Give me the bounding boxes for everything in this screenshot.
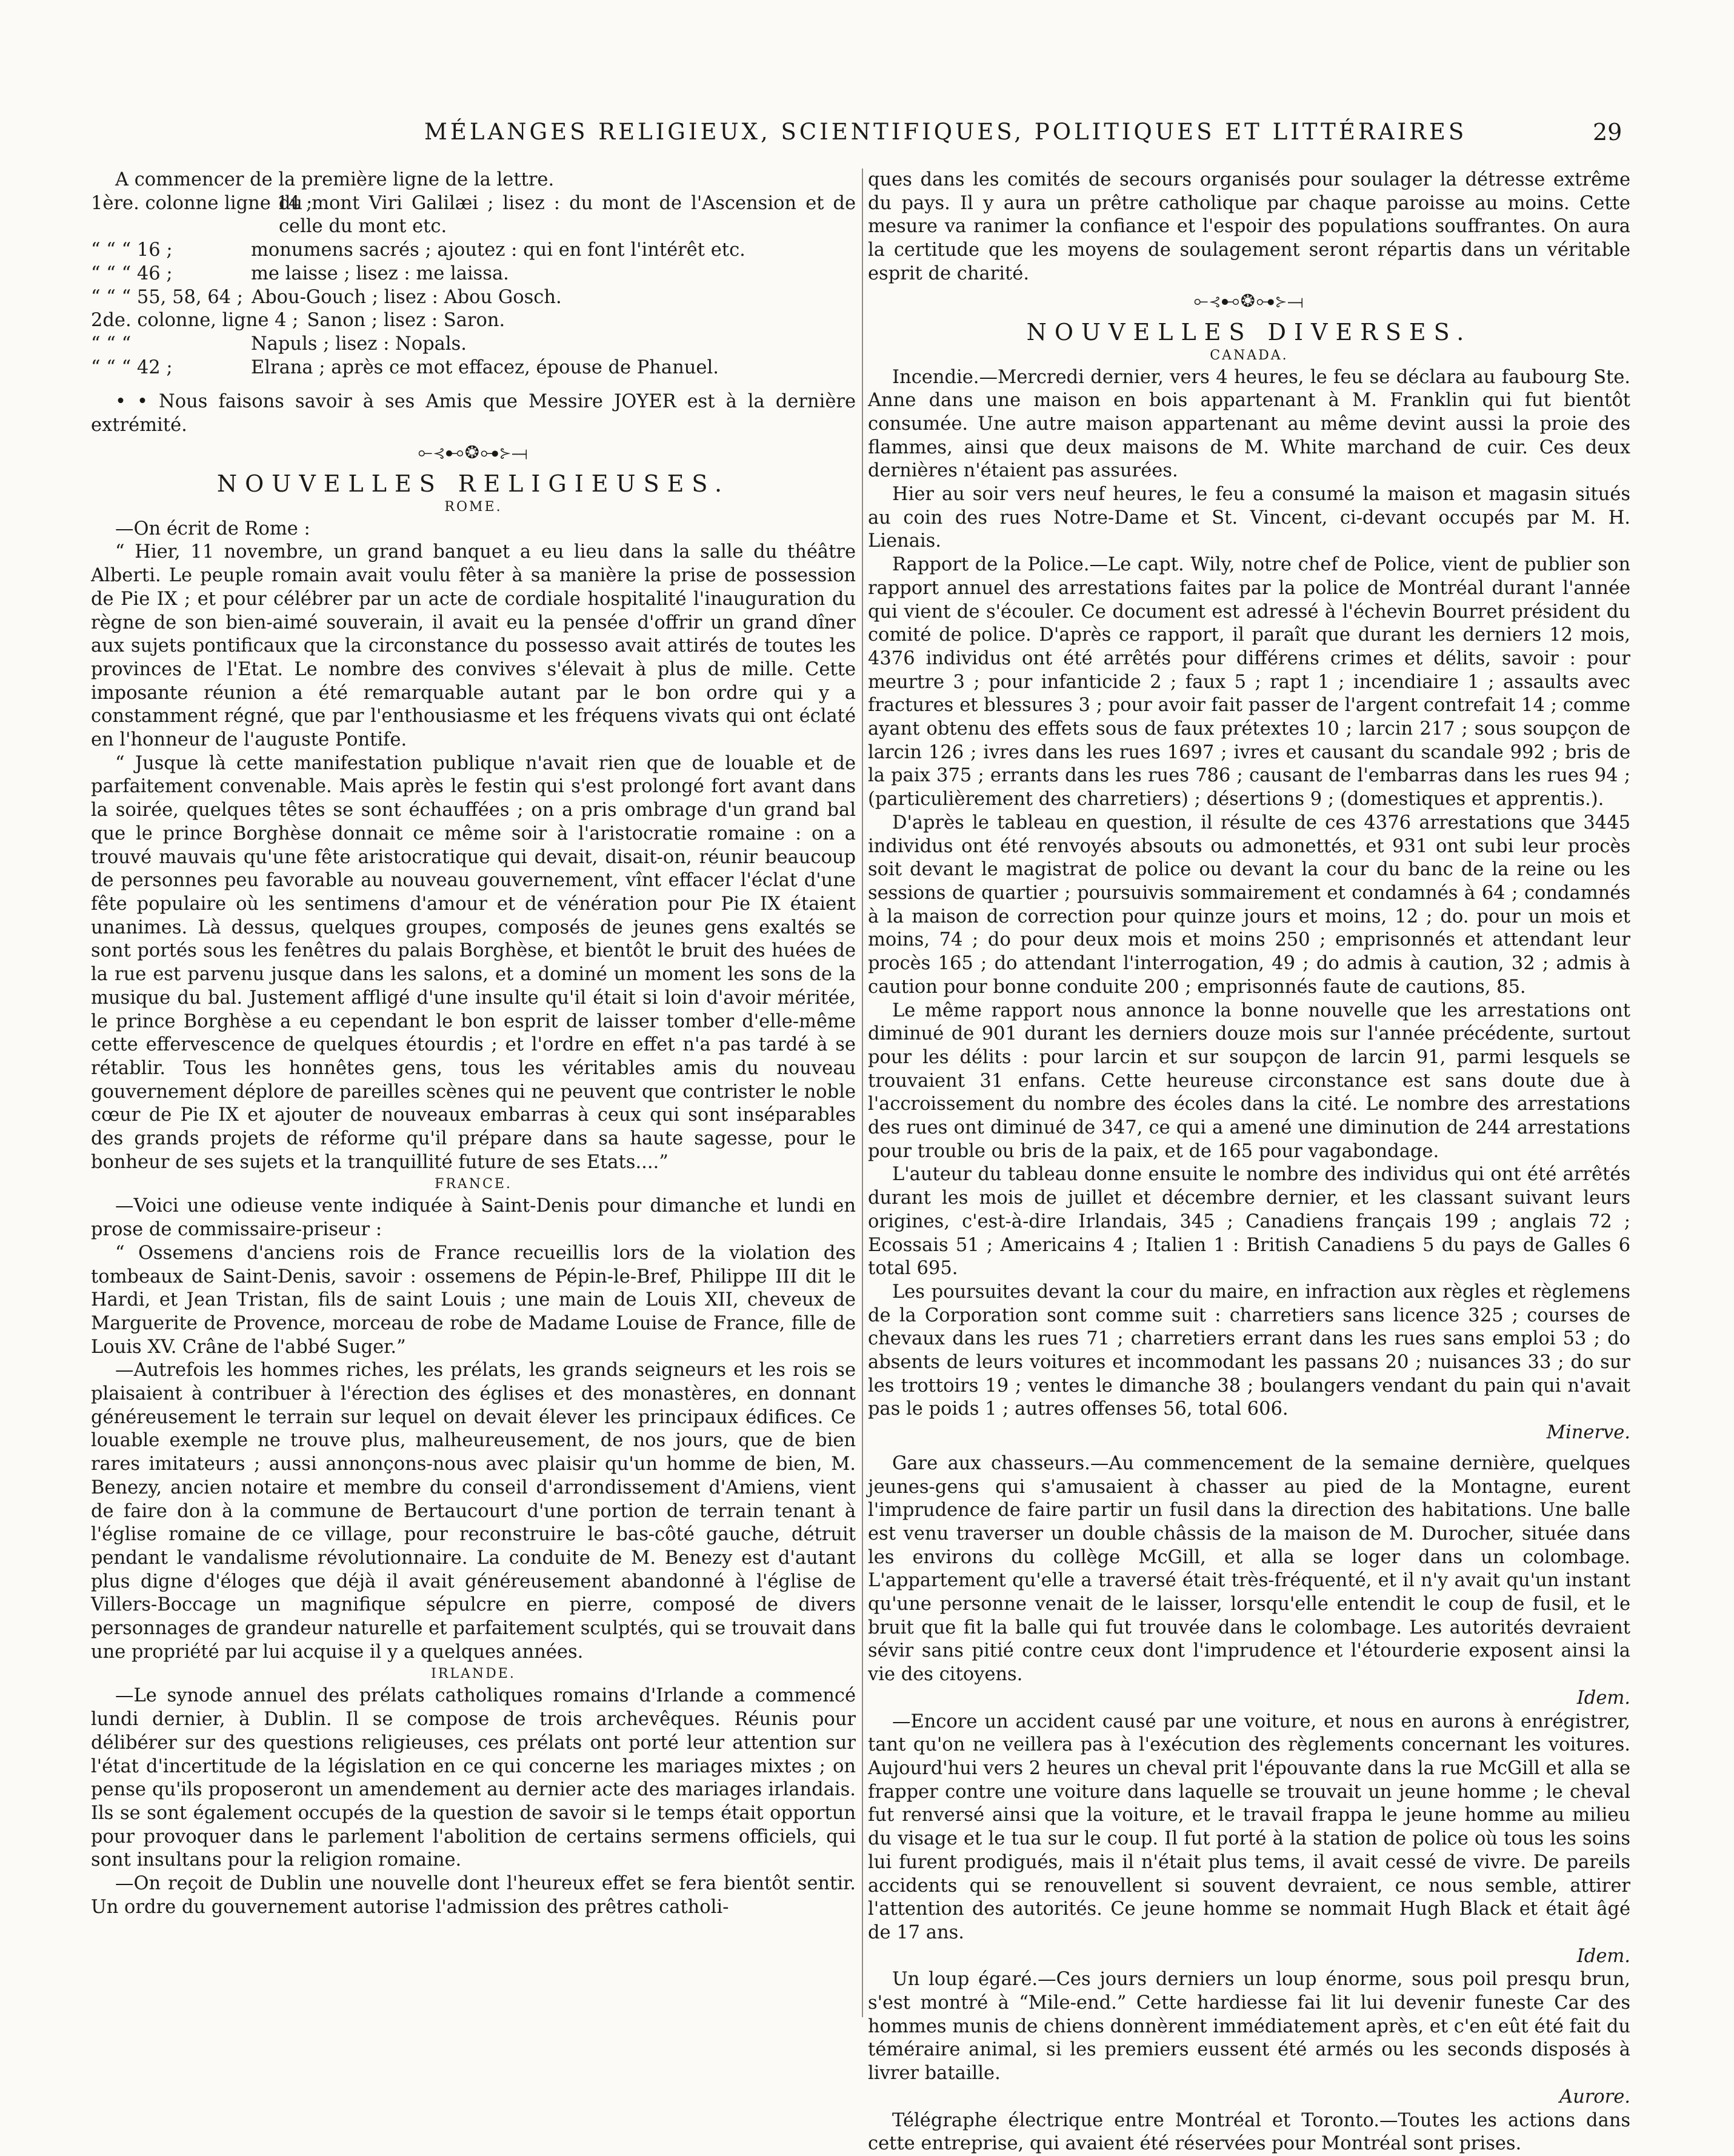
running-title: MÉLANGES RELIGIEUX, SCIENTIFIQUES, POLITIQUES ET LITTÉRAIRES [424,119,1467,145]
article-paragraph: Gare aux chasseurs.—Au commencement de la semaine dernière, quelques jeunes-gens qui s'amusaient à chasser au pied de la Montagne, eurent l'imprudence de faire partir un fusil dans la direction des habitations. Une balle est venu traverser un double châssis de la maison de M. Durocher, située dans les environs du collège McGill, et alla se loger dans un colombage. L'appartement qu'elle a traversé était très-fréquenté, et il n'y avait qu'un instant qu'une personne venait de le laisser, lorsqu'elle entendit le coup de fusil, et le bruit que fit la balle qui fut trouvée dans le colombage. Les autorités devraient sévir sans pitié contre ceux dont l'imprudence et l'étourderie exposent ainsi la vie des citoyens. [868,1452,1630,1686]
section-title-religieuses: NOUVELLES RELIGIEUSES. [216,470,730,497]
errata-fix: Abou-Gouch ; lisez : Abou Gosch. [252,286,562,308]
errata-ref: 1ère. colonne ligne 14 ; [91,192,313,214]
source-credit: Minerve. [1546,1422,1630,1444]
errata-fix: Napuls ; lisez : Nopals. [251,333,467,355]
ornament-divider: ⟜⊰⊷❂⊶⊱⟞ [418,441,529,463]
article-paragraph: “ Jusque là cette manifestation publique n'avait rien que de louable et de parfaitement convenable. Mais après le festin qui s'est prolongé fort avant dans la soirée, quelques têtes se sont échauffées ; on a pris ombrage d'un grand bal que le prince Borghèse donnait ce même soir à l'aristocratie romaine : on a trouvé mauvais qu'une fête aristocratique qui devait, disait-on, réunir beaucoup de personnes peu favorable au nouveau gouvernement, vînt effacer l'éclat d'une fête populaire où les sentimens d'amour et de vénération pour Pie IX étaient unanimes. Là dessus, quelques groupes, composés de jeunes gens exaltés se sont portés sous les fenêtres du palais Borghèse, et bientôt le bruit des huées de la rue est parvenu jusque dans les salons, et a dominé un moment les sons de la musique du bal. Justement affligé d'une insulte qu'il était si loin d'avoir méritée, le prince Borghèse a eu cependant le bon esprit de laisser tomber d'elle-même cette effervescence de quelques étourdis ; et l'ordre en effet n'a pas tardé à se rétablir. Tous les honnêtes gens, tous les véritables amis du nouveau gouvernement déplore de pareilles scènes qui ne peuvent que contrister le noble cœur de Pie IX et ajouter de nouveaux embarras à ceux qui sont inséparables des grands projets de réforme qu'il prépare dans sa haute sagesse, pour le bonheur de ses sujets et la tranquillité future de ses Etats....” [91,752,856,1173]
article-paragraph: —Encore un accident causé par une voiture, et nous en aurons à enrégistrer, tant qu'on ne veillera pas à l'exécution des règlements concernant les voitures. Aujourd'hui vers 2 heures un cheval prit l'épouvante dans la rue McGill et alla se frapper contre une voiture dans laquelle se trouvait un jeune homme ; le cheval fut renversé ainsi que la voiture, et le travail frappa le jeune homme au milieu du visage et le tua sur le coup. Il fut porté à la station de police où tous les soins lui furent prodigués, mais il n'était plus tems, il avait cessé de vivre. De pareils accidents qui se renouvellent si souvent devraient, ce nous semble, attirer l'attention des autorités. Ce jeune homme se nommait Hugh Black et était âgé de 17 ans. [868,1710,1630,1943]
article-paragraph: “ Hier, 11 novembre, un grand banquet a eu lieu dans la salle du théâtre Alberti. Le peuple romain avait voulu fêter à sa manière la prise de possession de Pie IX ; et pour célébrer par un acte de cordiale hospitalité l'inauguration du règne de son bien-aimé souverain, il avait eu la pensée d'offrir un grand dîner aux sujets pontificaux que la circonstance du possesso avait attirés de toutes les provinces de l'Etat. Le nombre des convives s'élevait à plus de mille. Cette imposante réunion a été remarquable autant par le bon ordre qui y a constamment régné, que par l'enthousiasme et les fréquens vivats qui ont éclaté en l'honneur de l'auguste Pontife. [91,541,856,751]
errata-ref: “ “ “ 55, 58, 64 ; [91,286,244,308]
errata-ref: “ “ “ 16 ; [91,239,173,261]
article-paragraph: Télégraphe électrique entre Montréal et Toronto.—Toutes les actions dans cette entreprise, qui avaient été réservées pour Montréal sont prises. [868,2109,1630,2155]
column-divider [862,169,863,2017]
ornament-divider: ⟜⊰⊷❂⊶⊱⟞ [1193,290,1305,312]
errata-line [91,262,856,286]
errata-fix: monumens sacrés ; ajoutez : qui en font l'intérêt etc. [251,239,745,261]
article-paragraph: —Voici une odieuse vente indiquée à Saint-Denis pour dimanche et lundi en prose de commissaire-priseur : [91,1195,856,1241]
article-paragraph: “ Ossemens d'anciens rois de France recueillis lors de la violation des tombeaux de Saint-Denis, savoir : ossemens de Pépin-le-Bref, Philippe III dit le Hardi, et Jean Tristan, fils de saint Louis ; une main de Louis XII, cheveux de Marguerite de Provence, morceau de robe de Madame Louise de France, fille de Louis XV. Crâne de l'abbé Suger.” [91,1242,856,1358]
errata-line [91,192,856,239]
errata-line [91,356,856,380]
source-credit: Idem. [1576,1687,1630,1709]
errata-intro: A commencer de la première ligne de la lettre. [115,169,555,190]
notice-paragraph: • • Nous faisons savoir à ses Amis que Messire JOYER est à la dernière extrémité. [91,391,856,436]
article-paragraph: Incendie.—Mercredi dernier, vers 4 heures, le feu se déclara au faubourg Ste. Anne dans une maison en bois appartenant à M. Franklin qui fut bientôt consumée. Une autre maison appartenant au même devint aussi la proie des flammes, ainsi que deux maisons de M. White marchand de cuir. Ces deux dernières n'étaient pas assurées. [868,366,1630,482]
article-paragraph: Rapport de la Police.—Le capt. Wily, notre chef de Police, vient de publier son rapport annuel des arrestations faites par la police de Montréal durant l'année qui vient de s'écouler. Ce document est adressé à l'échevin Bourret président du comité de police. D'après ce rapport, il paraît que durant les derniers 12 mois, 4376 individus ont été arrêtés pour différens crimes et délits, savoir : pour meurtre 3 ; pour infanticide 2 ; faux 5 ; rapt 1 ; incendiaire 1 ; assaults avec fractures et blessures 3 ; pour avoir fait passer de l'argent contrefait 14 ; comme ayant obtenu des effets sous de faux prétextes 10 ; larcin 217 ; sous soupçon de larcin 126 ; ivres dans les rues 1697 ; ivres et causant du scandale 992 ; bris de la paix 375 ; errants dans les rues 786 ; causant de l'embarras dans les rues 94 ; (particulièrement des charretiers) ; désertions 9 ; (domestiques et apprentis.). [868,554,1630,810]
article-paragraph: —On reçoit de Dublin une nouvelle dont l'heureux effet se fera bientôt sentir. Un ordre du gouvernement autorise l'admission des prêtres catholi- [91,1873,856,1918]
article-paragraph: Les poursuites devant la cour du maire, en infraction aux règles et règlemens de la Corporation sont comme suit : charretiers sans licence 325 ; courses de chevaux dans les rues 71 ; charretiers errant dans les rues sans emploi 53 ; do absents de leurs voitures et incommodant les passans 20 ; nuisances 33 ; do sur les trottoirs 19 ; ventes le dimanche 38 ; boulangers vendant du pain qui n'avait pas le poids 1 ; autres offenses 56, total 606. [868,1281,1630,1420]
errata-fix: Elrana ; après ce mot effacez, épouse de Phanuel. [251,356,719,378]
article-paragraph: D'après le tableau en question, il résulte de ces 4376 arrestations que 3445 individus ont été renvoyés absouts ou admonettés, et 931 ont subi leur procès soit devant le magistrat de police ou devant la cour du banc de la reine ou les sessions de quartier ; poursuivis sommairement et condamnés à 64 ; condamnés à la maison de correction pour quinze jours et moins, 12 ; do. pour un mois et moins, 74 ; do pour deux mois et moins 250 ; emprisonnés et attendant leur procès 165 ; do attendant l'interrogation, 49 ; do admis à caution, 32 ; admis à caution pour bonne conduite 200 ; emprisonnés faute de cautions, 85. [868,812,1630,998]
article-paragraph: —Autrefois les hommes riches, les prélats, les grands seigneurs et les rois se plaisaient à contribuer à l'érection des églises et des monastères, en donnant généreusement le terrain sur lequel on devait élever les principaux édifices. Ce louable exemple ne trouve plus, malheureusement, de nos jours, que de bien rares imitateurs ; aussi annonçons-nous avec plaisir qu'un homme de bien, M. Benezy, ancien notaire et membre du conseil d'arrondissement d'Amiens, vient de faire don à la commune de Bertaucourt d'une portion de terrain tenant à l'église romaine de ce village, pour reconstruire le bas-côté gauche, détruit pendant le vandalisme révolutionnaire. La conduite de M. Benezy est d'autant plus digne d'éloges que déjà il avait généreusement abandonné à l'église de Villers-Boccage un magnifique sépulcre en pierre, composé de divers personnages de grandeur naturelle et parfaitement sculptés, qui se trouvait dans une propriété par lui acquise il y a quelques années. [91,1360,856,1663]
subhead-canada: CANADA. [1210,347,1289,363]
errata-ref: “ “ “ 42 ; [91,356,173,378]
article-paragraph: —Le synode annuel des prélats catholiques romains d'Irlande a commencé lundi dernier, à Dublin. Il se compose de trois archevêques. Réunis pour délibérer sur des questions religieuses, ces prélats ont porté leur attention sur l'état d'incertitude de la législation en ce qui concerne les mariages mixtes ; on pense qu'ils proposeront un amendement au dernier acte des mariages irlandais. Ils se sont également occupés de la question de savoir si le temps était opportun pour provoquer dans le parlement l'abolition de certains sermens officiels, qui sont insultans pour la religion romaine. [91,1685,856,1871]
errata-line [91,239,856,262]
article-paragraph: Un loup égaré.—Ces jours derniers un loup énorme, sous poil presqu brun, s'est montré à “Mile-end.” Cette hardiesse fai lit lui devenir funeste Car des hommes munis de chiens donnèrent immédiatement après, et c'en eût été fait du téméraire animal, si les premiers eussent été armés ou les seconds disposés à livrer bataille. [868,1969,1630,2084]
errata-line [91,309,856,333]
errata-fix: du mont Viri Galilæi ; lisez : du mont de l'Ascension et de celle du mont etc. [278,192,856,238]
errata-ref: “ “ “ [91,333,132,355]
article-paragraph: L'auteur du tableau donne ensuite le nombre des individus qui ont été arrêtés durant les mois de juillet et décembre dernier, et les classant suivant leurs origines, c'est-à-dire Irlandais, 345 ; Canadiens français 199 ; anglais 72 ; Ecossais 51 ; Americains 4 ; Italien 1 : British Canadiens 5 du pays de Galles 6 total 695. [868,1164,1630,1280]
subhead-france: FRANCE. [435,1176,512,1192]
errata-fix: Sanon ; lisez : Saron. [307,310,505,332]
errata-ref: “ “ “ 46 ; [91,262,173,284]
source-credit: Idem. [1576,1945,1630,1967]
source-credit: Aurore. [1559,2086,1630,2108]
page-number: 29 [1593,119,1622,145]
subhead-irlande: IRLANDE. [431,1666,516,1682]
subhead-rome: ROME. [444,499,502,515]
errata-fix: me laisse ; lisez : me laissa. [251,262,509,284]
section-title-diverses: NOUVELLES DIVERSES. [1026,318,1472,345]
errata-ref: 2de. colonne, ligne 4 ; [91,310,299,332]
article-paragraph: —On écrit de Rome : [115,518,310,539]
errata-line [91,333,856,356]
article-paragraph: Le même rapport nous annonce la bonne nouvelle que les arrestations ont diminué de 901 durant les derniers douze mois sur l'année précédente, surtout pour les délits : pour larcin et sur soupçon de larcin 91, parmi lesquels se trouvaient 31 enfans. Cette heureuse circonstance est sans doute due à l'accroissement du nombre des écoles dans la cité. Le nombre des arrestations des rues ont diminué de 347, ce qui a amené une diminution de 244 arrestations pour trouble ou bris de la paix, et de 165 pour vagabondage. [868,1000,1630,1162]
left-column [91,169,856,2066]
errata-line [91,286,856,310]
right-column [868,169,1630,2155]
article-paragraph: ques dans les comités de secours organisés pour soulager la détresse extrême du pays. Il y aura un prêtre catholique par chaque paroisse au moins. Cette mesure va ranimer la confiance et l'espoir des populations souffrantes. On aura la certitude que les moyens de soulagement seront répartis dans un véritable esprit de charité. [868,169,1630,284]
article-paragraph: Hier au soir vers neuf heures, le feu a consumé la maison et magasin situés au coin des rues Notre-Dame et St. Vincent, ci-devant occupés par M. H. Lienais. [868,484,1630,552]
